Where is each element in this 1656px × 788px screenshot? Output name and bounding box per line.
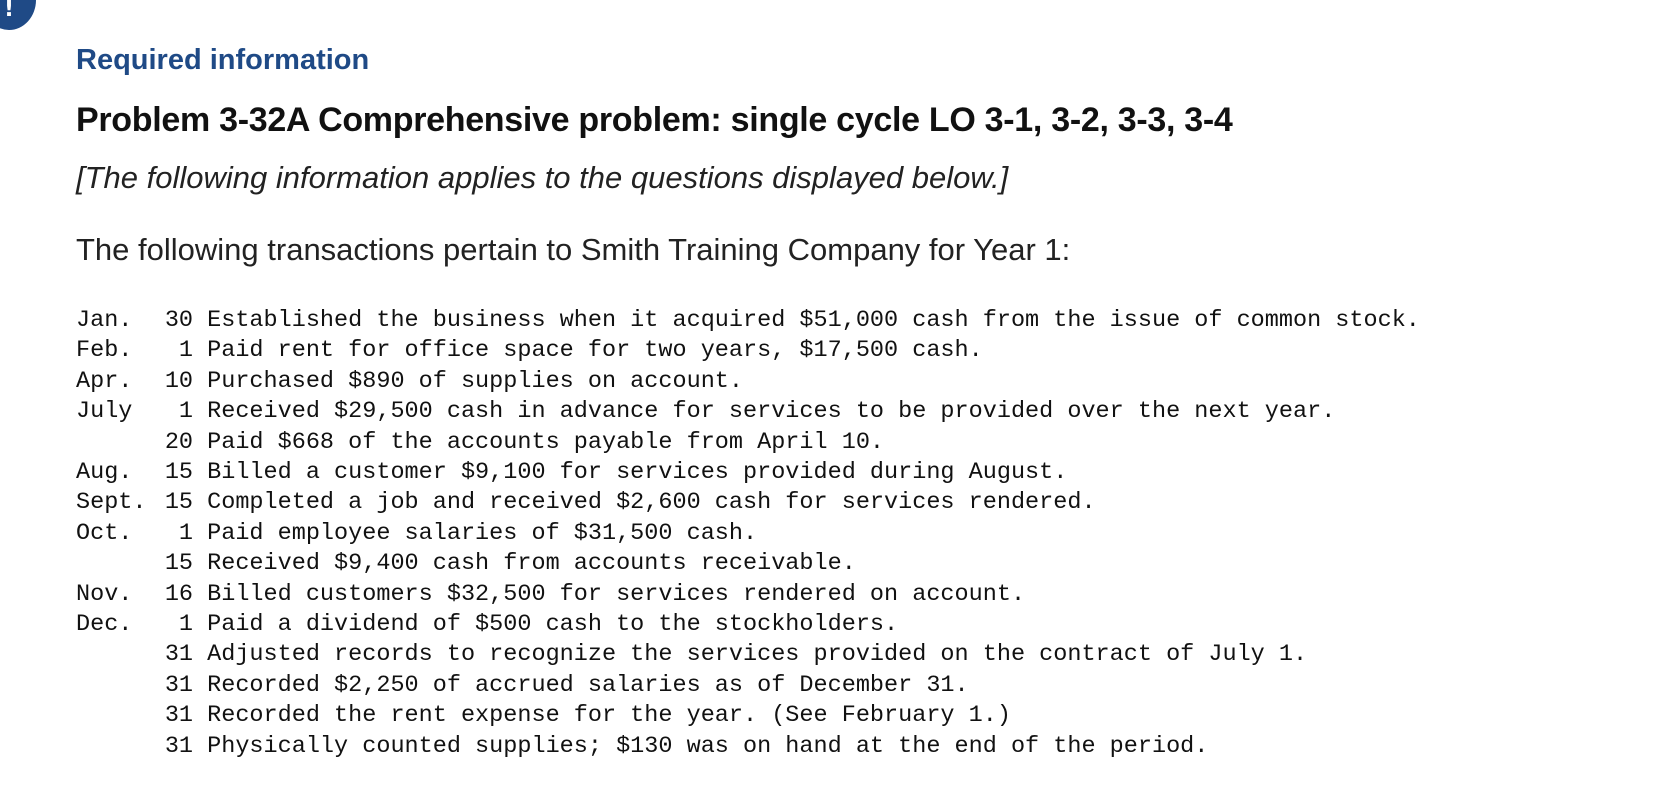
transaction-description: Billed customers $32,500 for services rendered on account.	[207, 580, 1026, 608]
transaction-month: Nov.	[76, 580, 133, 608]
transaction-description: Received $9,400 cash from accounts receivable.	[207, 550, 856, 578]
transaction-day: 30	[164, 307, 194, 334]
problem-title: Problem 3-32A Comprehensive problem: single cycle LO 3-1, 3-2, 3-3, 3-4	[76, 101, 1233, 139]
transaction-month: Feb.	[76, 337, 133, 365]
transaction-day: 31	[164, 641, 194, 669]
transaction-day: 31	[164, 702, 194, 730]
transaction-row	[76, 397, 1420, 427]
transaction-description: Recorded $2,250 of accrued salaries as of December 31.	[207, 671, 969, 699]
transaction-month: Jan.	[76, 307, 133, 334]
transaction-day: 31	[164, 671, 194, 699]
transaction-day: 10	[164, 367, 194, 395]
transaction-description: Recorded the rent expense for the year. (See February 1.)	[207, 702, 1011, 730]
transaction-description: Paid a dividend of $500 cash to the stockholders.	[207, 611, 899, 639]
transaction-description: Billed a customer $9,100 for services provided during August.	[207, 459, 1068, 487]
transaction-row	[76, 610, 1420, 640]
transaction-month: Sept.	[76, 489, 147, 517]
transaction-month: Oct.	[76, 519, 133, 547]
transaction-description: Received $29,500 cash in advance for services to be provided over the next year.	[207, 398, 1336, 426]
transaction-row	[76, 701, 1420, 731]
transaction-day: 1	[178, 519, 194, 547]
transaction-month: Aug.	[76, 459, 133, 487]
transaction-row	[76, 306, 1420, 336]
transaction-row	[76, 519, 1420, 549]
transaction-day: 15	[164, 550, 194, 578]
transaction-month: July	[76, 398, 133, 426]
transaction-description: Paid $668 of the accounts payable from April 10.	[207, 428, 885, 456]
transaction-month: Dec.	[76, 611, 133, 639]
transaction-day: 20	[164, 428, 194, 456]
transaction-row	[76, 671, 1420, 701]
lead-text: The following transactions pertain to Smith Training Company for Year 1:	[76, 232, 1071, 267]
transaction-row	[76, 640, 1420, 670]
transaction-day: 15	[164, 459, 194, 487]
transaction-row	[76, 458, 1420, 488]
transaction-description: Paid rent for office space for two years, $17,500 cash.	[207, 337, 983, 365]
transaction-day: 1	[178, 337, 194, 365]
transaction-day: 1	[178, 611, 194, 639]
transaction-row	[76, 367, 1420, 397]
transaction-description: Established the business when it acquired $51,000 cash from the issue of common stock.	[207, 307, 1420, 334]
transaction-row	[76, 336, 1420, 366]
transaction-description: Physically counted supplies; $130 was on hand at the end of the period.	[207, 732, 1209, 760]
alert-icon[interactable]	[0, 0, 36, 30]
transaction-day: 31	[164, 732, 194, 760]
transaction-list	[76, 306, 1420, 762]
transaction-day: 15	[164, 489, 194, 517]
transaction-description: Paid employee salaries of $31,500 cash.	[207, 519, 758, 547]
transaction-row	[76, 488, 1420, 518]
transaction-row	[76, 428, 1420, 458]
transaction-day: 16	[164, 580, 194, 608]
transaction-row	[76, 580, 1420, 610]
transaction-row	[76, 732, 1420, 762]
transaction-row	[76, 549, 1420, 579]
alert-icon-glyph: !	[3, 0, 15, 22]
transaction-day: 1	[178, 398, 194, 426]
transaction-description: Purchased $890 of supplies on account.	[207, 367, 743, 395]
intro-note: [The following information applies to the questions displayed below.]	[76, 160, 1009, 195]
transaction-description: Completed a job and received $2,600 cash for services rendered.	[207, 489, 1096, 517]
required-information-heading: Required information	[76, 44, 370, 76]
transaction-description: Adjusted records to recognize the services provided on the contract of July 1.	[207, 641, 1308, 669]
transaction-month: Apr.	[76, 367, 133, 395]
